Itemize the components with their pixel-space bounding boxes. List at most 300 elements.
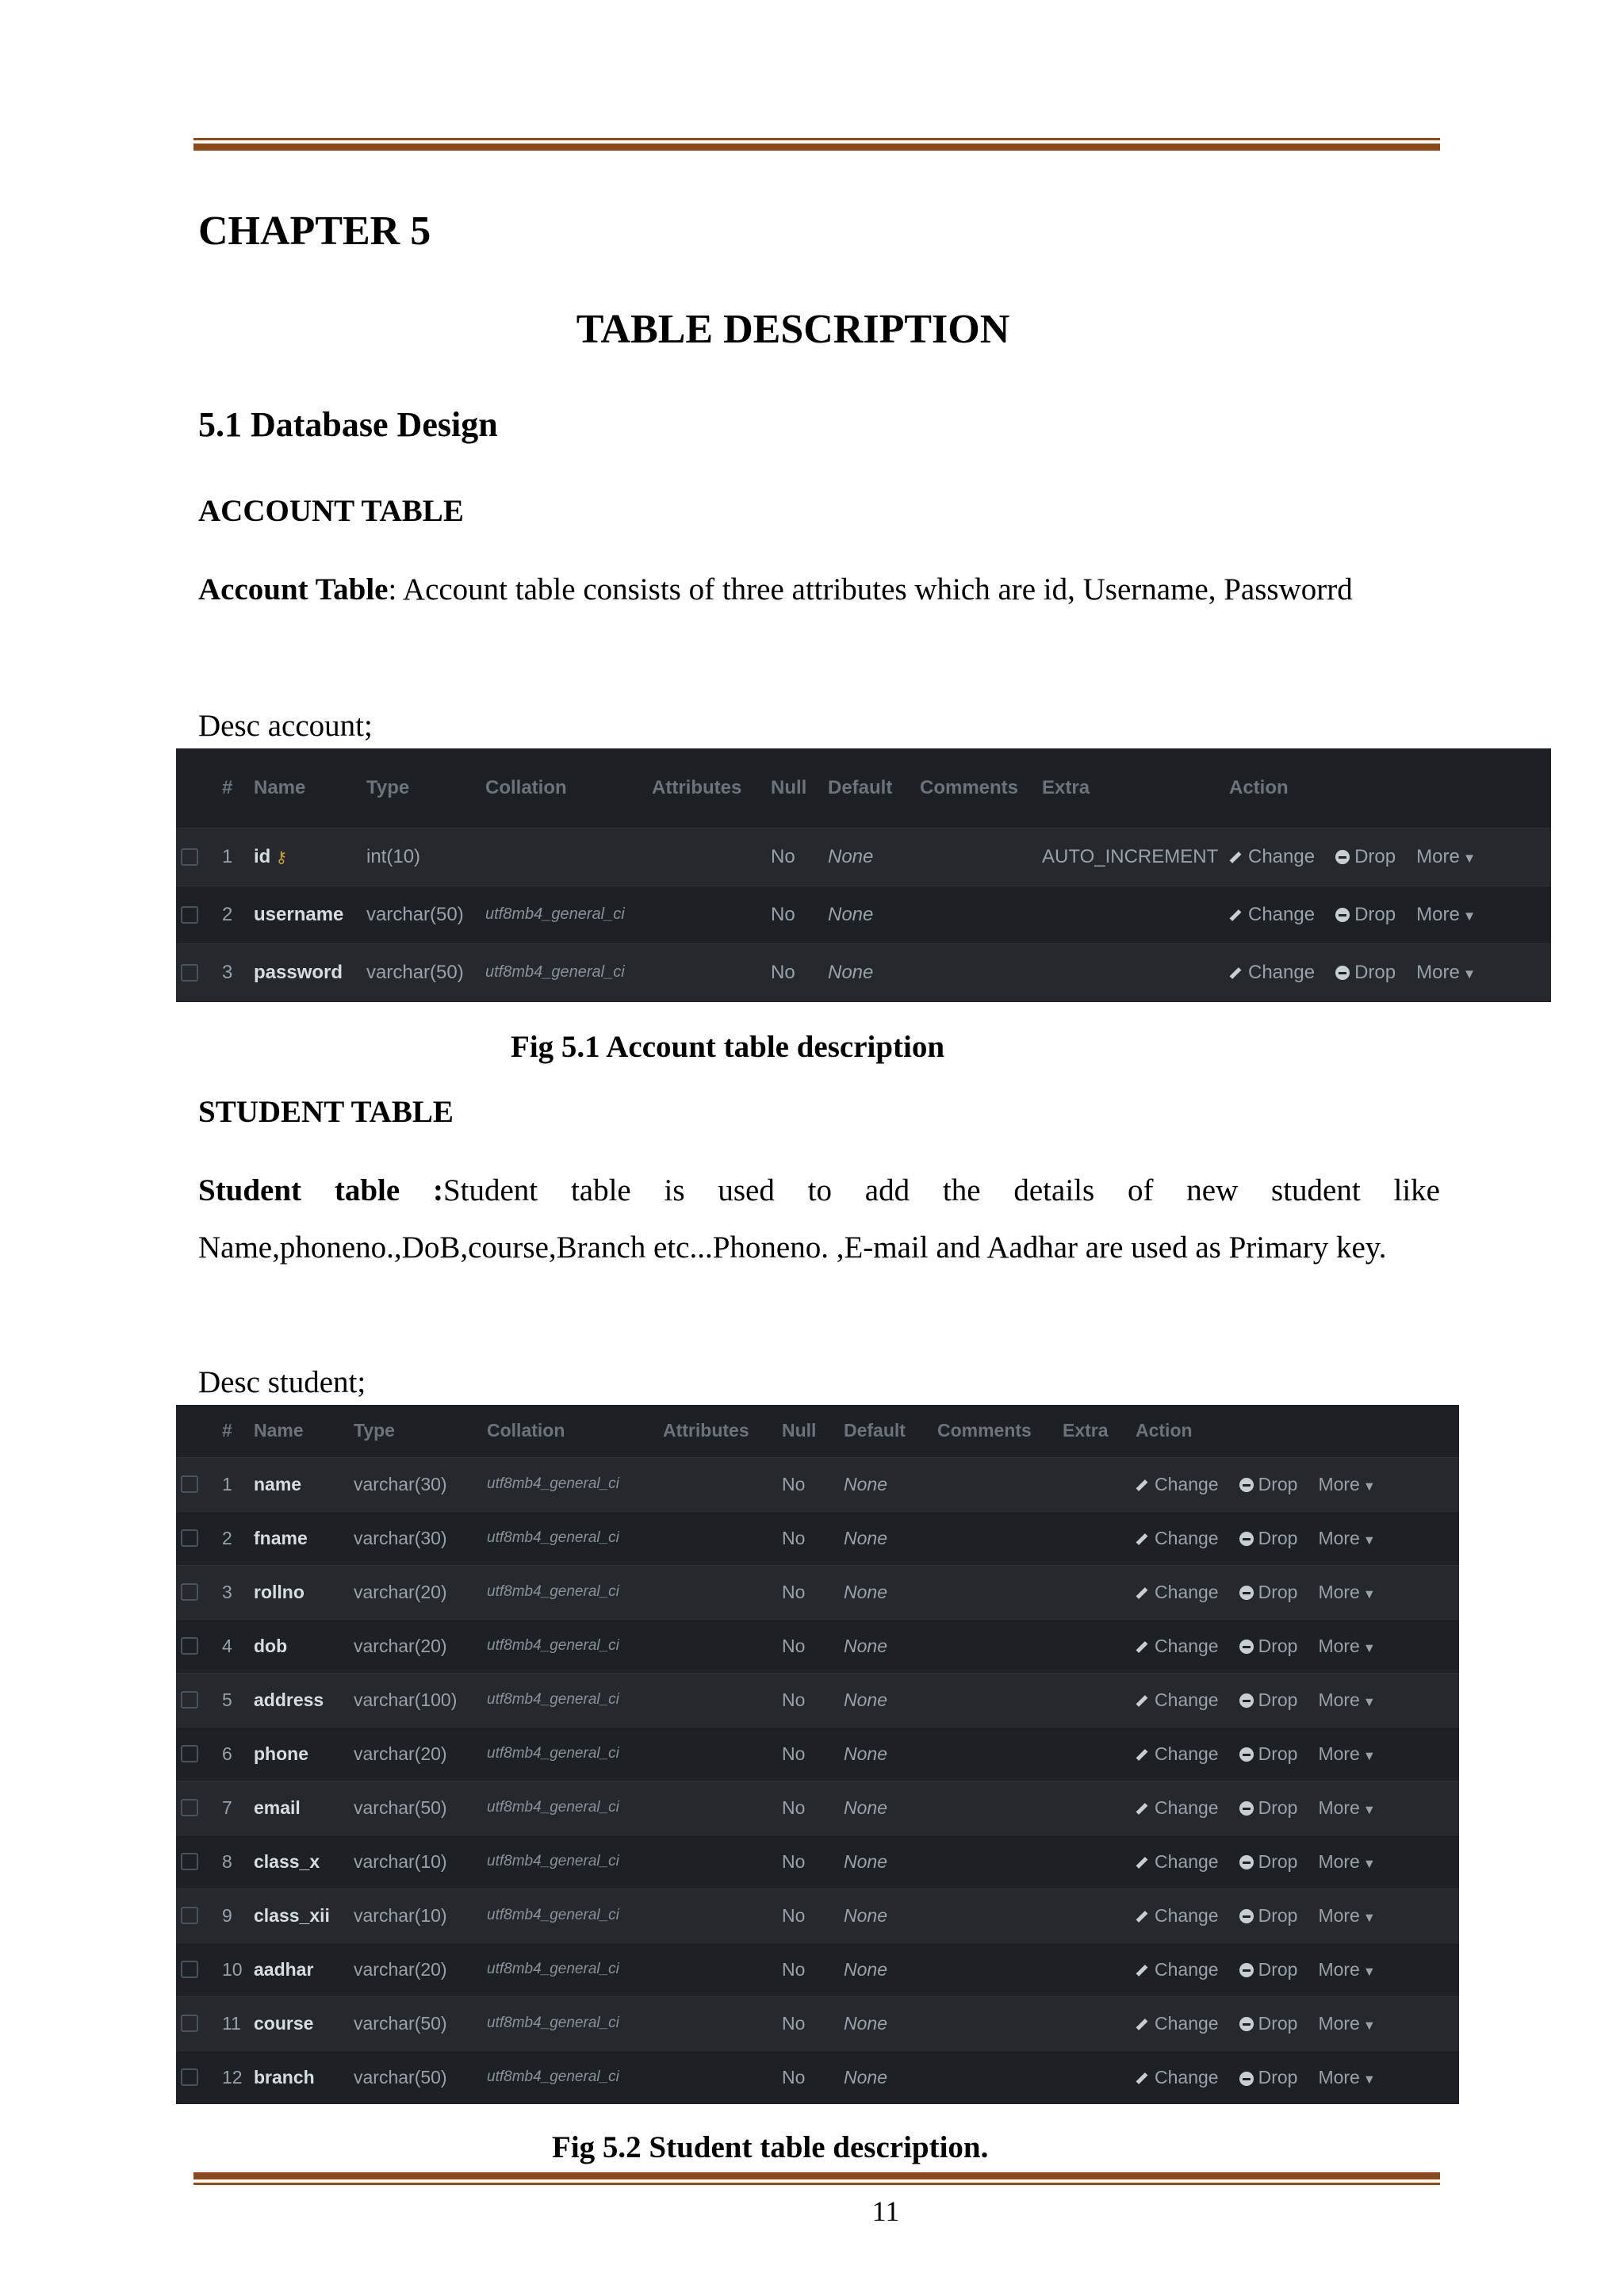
change-button[interactable]	[1136, 1905, 1219, 1926]
column-number	[217, 1835, 249, 1888]
more-label: More	[1318, 1743, 1360, 1764]
column-collation-value: utf8mb4_general_ci	[487, 1745, 619, 1762]
column-default-value: None	[844, 1958, 887, 1980]
header-cell-number: #	[222, 1420, 232, 1441]
more-label: More	[1318, 2012, 1360, 2034]
row-checkbox[interactable]	[181, 848, 198, 866]
row-select-cell[interactable]	[176, 1942, 217, 1996]
column-default	[839, 1888, 933, 1942]
account-structure-table	[176, 748, 1551, 1002]
row-actions	[1131, 1511, 1459, 1565]
column-name	[249, 1727, 349, 1781]
drop-button[interactable]	[1239, 1582, 1298, 1602]
row-select-cell[interactable]	[176, 1511, 217, 1565]
column-extra	[1058, 1727, 1131, 1781]
drop-label: Drop	[1258, 2012, 1298, 2034]
column-null	[766, 828, 823, 886]
more-button[interactable]	[1318, 2013, 1375, 2034]
column-extra	[1058, 1457, 1131, 1511]
drop-icon	[1239, 1855, 1254, 1869]
column-attributes	[658, 1727, 777, 1781]
row-select-cell[interactable]	[176, 943, 217, 1001]
column-collation-value: utf8mb4_general_ci	[487, 1583, 619, 1600]
student-paragraph-term: Student table :	[198, 1173, 443, 1207]
drop-button[interactable]	[1239, 1851, 1298, 1872]
more-button[interactable]	[1318, 1743, 1375, 1764]
row-select-cell[interactable]	[176, 1727, 217, 1781]
table-row	[176, 1888, 1459, 1942]
change-button[interactable]	[1136, 2067, 1219, 2087]
column-null-value: No	[782, 1689, 806, 1710]
column-name-value: aadhar	[254, 1958, 314, 1980]
header-cell-default: Default	[844, 1420, 906, 1441]
row-checkbox[interactable]	[181, 1853, 198, 1870]
column-collation	[482, 1996, 658, 2050]
column-name	[249, 1619, 349, 1673]
column-number-value: 10	[222, 1958, 243, 1980]
change-button[interactable]	[1229, 904, 1315, 925]
column-type	[349, 1457, 482, 1511]
column-name-value: id	[254, 845, 271, 867]
column-default	[839, 1835, 933, 1888]
column-number-value: 7	[222, 1797, 232, 1818]
row-actions	[1131, 1619, 1459, 1673]
column-name	[249, 886, 362, 943]
column-number-value: 1	[222, 845, 233, 867]
more-label: More	[1416, 845, 1460, 867]
drop-label: Drop	[1258, 1850, 1298, 1872]
drop-button[interactable]	[1239, 2067, 1298, 2087]
row-checkbox[interactable]	[181, 1961, 198, 1978]
column-attributes	[658, 1835, 777, 1888]
pencil-icon	[1136, 2019, 1148, 2030]
column-null	[777, 1565, 839, 1619]
column-type	[349, 1888, 482, 1942]
header-cell-extra: Extra	[1063, 1420, 1109, 1441]
student-subheading: STUDENT TABLE	[198, 1095, 454, 1129]
column-number-value: 2	[222, 1527, 232, 1548]
column-default-value: None	[844, 1797, 887, 1818]
column-extra	[1058, 1511, 1131, 1565]
more-button[interactable]	[1318, 1636, 1375, 1656]
change-button[interactable]	[1136, 1851, 1219, 1872]
header-cell-number: #	[222, 776, 233, 798]
header-rule	[193, 138, 1440, 151]
chevron-down-icon: ▼	[1362, 1964, 1376, 1979]
chevron-down-icon: ▼	[1462, 908, 1477, 924]
header-cell-attributes: Attributes	[652, 776, 742, 798]
drop-icon	[1239, 1963, 1254, 1977]
chevron-down-icon: ▼	[1362, 1856, 1376, 1871]
change-button[interactable]	[1136, 1582, 1219, 1602]
row-checkbox[interactable]	[181, 1799, 198, 1816]
row-select-cell[interactable]	[176, 1619, 217, 1673]
row-actions	[1131, 1942, 1459, 1996]
change-label: Change	[1155, 1743, 1219, 1764]
column-collation	[482, 1619, 658, 1673]
row-actions	[1131, 1457, 1459, 1511]
column-null-value: No	[782, 1904, 806, 1926]
pencil-icon	[1136, 1803, 1148, 1815]
drop-button[interactable]	[1239, 1689, 1298, 1710]
column-null	[766, 886, 823, 943]
column-collation	[482, 2050, 658, 2104]
student-structure-table	[176, 1405, 1459, 2104]
column-number-value: 2	[222, 903, 233, 925]
column-number	[217, 1673, 249, 1727]
table-row	[176, 1673, 1459, 1727]
drop-icon	[1239, 2072, 1254, 2086]
column-number	[217, 1727, 249, 1781]
change-button[interactable]	[1229, 846, 1315, 867]
drop-label: Drop	[1258, 2066, 1298, 2087]
column-attributes	[658, 1511, 777, 1565]
more-button[interactable]	[1318, 1689, 1375, 1710]
column-null	[777, 1888, 839, 1942]
drop-icon	[1335, 850, 1350, 864]
column-null	[777, 1835, 839, 1888]
column-name-value: branch	[254, 2066, 315, 2087]
column-default	[823, 828, 915, 886]
column-null-value: No	[782, 2066, 806, 2087]
header-cell-type: Type	[354, 1420, 395, 1441]
column-name	[249, 1457, 349, 1511]
table-row	[176, 1835, 1459, 1888]
more-label: More	[1318, 1473, 1360, 1494]
header-cell-collation: Collation	[487, 1420, 565, 1441]
drop-button[interactable]	[1239, 1905, 1298, 1926]
column-collation-value: utf8mb4_general_ci	[487, 1691, 619, 1708]
column-type-value: varchar(30)	[354, 1527, 447, 1548]
drop-icon	[1239, 1747, 1254, 1762]
change-button[interactable]	[1136, 1689, 1219, 1710]
column-collation-value: utf8mb4_general_ci	[487, 1961, 619, 1977]
change-button[interactable]	[1136, 1474, 1219, 1494]
column-default-value: None	[844, 2012, 887, 2034]
section-title: 5.1 Database Design	[198, 405, 498, 444]
change-label: Change	[1248, 961, 1316, 983]
column-collation	[482, 1673, 658, 1727]
drop-icon	[1239, 1801, 1254, 1816]
column-comments	[933, 1673, 1058, 1727]
column-attributes	[658, 1619, 777, 1673]
column-number	[217, 1781, 249, 1835]
chevron-down-icon: ▼	[1362, 1586, 1376, 1601]
column-default-value: None	[844, 2066, 887, 2087]
column-type-value: varchar(100)	[354, 1689, 458, 1710]
chevron-down-icon: ▼	[1362, 1533, 1376, 1548]
change-label: Change	[1155, 1527, 1219, 1548]
column-number	[217, 1457, 249, 1511]
drop-button[interactable]	[1239, 1959, 1298, 1980]
chevron-down-icon: ▼	[1362, 1802, 1376, 1817]
column-type	[349, 2050, 482, 2104]
column-collation-value: utf8mb4_general_ci	[485, 963, 625, 982]
column-null	[777, 1781, 839, 1835]
drop-button[interactable]	[1239, 1474, 1298, 1494]
column-null	[777, 1942, 839, 1996]
column-type	[362, 886, 481, 943]
column-name-value: username	[254, 903, 344, 925]
column-extra	[1037, 886, 1224, 943]
header-cell-name: Name	[254, 1420, 304, 1441]
column-comments	[933, 1996, 1058, 2050]
column-collation-value: utf8mb4_general_ci	[487, 1475, 619, 1492]
change-button[interactable]	[1136, 1528, 1219, 1548]
row-select-cell[interactable]	[176, 828, 217, 886]
table-row	[176, 1727, 1459, 1781]
row-actions	[1131, 1673, 1459, 1727]
drop-button[interactable]	[1335, 904, 1396, 925]
row-select-cell[interactable]	[176, 1781, 217, 1835]
header-cell-null: Null	[782, 1420, 817, 1441]
drop-label: Drop	[1258, 1527, 1298, 1548]
table-row	[176, 943, 1551, 1001]
more-button[interactable]	[1318, 1851, 1375, 1872]
header-cell-default: Default	[828, 776, 893, 798]
table-row	[176, 1781, 1459, 1835]
column-name-value: class_xii	[254, 1904, 330, 1926]
student-figure-caption: Fig 5.2 Student table description.	[552, 2130, 989, 2164]
drop-label: Drop	[1258, 1635, 1298, 1656]
page-heading: TABLE DESCRIPTION	[576, 307, 1010, 352]
column-default	[839, 1511, 933, 1565]
column-type-value: int(10)	[366, 845, 421, 867]
header-cell-select	[176, 1405, 217, 1457]
column-type	[349, 1996, 482, 2050]
more-button[interactable]	[1318, 2067, 1375, 2087]
column-extra	[1058, 1781, 1131, 1835]
row-checkbox[interactable]	[181, 906, 198, 924]
column-null-value: No	[782, 1743, 806, 1764]
column-attributes	[658, 1781, 777, 1835]
primary-key-icon: ⚷	[275, 848, 288, 867]
row-checkbox[interactable]	[181, 964, 198, 982]
column-null	[766, 943, 823, 1001]
row-select-cell[interactable]	[176, 1565, 217, 1619]
change-button[interactable]	[1136, 1797, 1219, 1818]
column-type-value: varchar(20)	[354, 1958, 447, 1980]
table-row	[176, 1457, 1459, 1511]
column-attributes	[647, 828, 766, 886]
drop-button[interactable]	[1239, 1797, 1298, 1818]
row-checkbox[interactable]	[181, 1529, 198, 1547]
column-null	[777, 1727, 839, 1781]
row-checkbox[interactable]	[181, 2068, 198, 2086]
change-button[interactable]	[1136, 2013, 1219, 2034]
column-null	[777, 1511, 839, 1565]
column-comments	[933, 1619, 1058, 1673]
column-number	[217, 1619, 249, 1673]
row-actions	[1224, 828, 1551, 886]
row-select-cell[interactable]	[176, 1835, 217, 1888]
column-collation	[482, 1727, 658, 1781]
row-checkbox[interactable]	[181, 2015, 198, 2032]
chapter-title: CHAPTER 5	[198, 209, 431, 254]
change-button[interactable]	[1136, 1636, 1219, 1656]
column-name-value: dob	[254, 1635, 288, 1656]
header-cell-type: Type	[366, 776, 410, 798]
column-name-value: phone	[254, 1743, 308, 1764]
column-name-value: address	[254, 1689, 324, 1710]
row-actions	[1131, 1565, 1459, 1619]
column-number	[217, 1511, 249, 1565]
row-checkbox[interactable]	[181, 1745, 198, 1762]
pencil-icon	[1136, 2072, 1148, 2084]
change-label: Change	[1155, 1689, 1219, 1710]
header-cell-action: Action	[1229, 776, 1289, 798]
column-default	[839, 1673, 933, 1727]
drop-button[interactable]	[1239, 1743, 1298, 1764]
column-name-value: fname	[254, 1527, 308, 1548]
change-button[interactable]	[1229, 962, 1315, 983]
more-button[interactable]	[1318, 1905, 1375, 1926]
column-comments	[915, 943, 1037, 1001]
column-type	[349, 1727, 482, 1781]
drop-icon	[1335, 908, 1350, 922]
pencil-icon	[1136, 1965, 1148, 1976]
drop-button[interactable]	[1239, 2013, 1298, 2034]
column-number	[217, 1888, 249, 1942]
change-button[interactable]	[1136, 1743, 1219, 1764]
pencil-icon	[1136, 1479, 1148, 1491]
column-default-value: None	[844, 1473, 887, 1494]
column-default-value: None	[844, 1635, 887, 1656]
column-attributes	[647, 943, 766, 1001]
column-comments	[933, 1565, 1058, 1619]
column-default-value: None	[828, 961, 874, 983]
drop-label: Drop	[1258, 1689, 1298, 1710]
column-collation	[482, 1781, 658, 1835]
row-checkbox[interactable]	[181, 1637, 198, 1655]
column-name-value: name	[254, 1473, 302, 1494]
drop-button[interactable]	[1239, 1528, 1298, 1548]
more-button[interactable]	[1416, 962, 1476, 983]
column-type	[349, 1673, 482, 1727]
column-null-value: No	[782, 1635, 806, 1656]
more-button[interactable]	[1318, 1582, 1375, 1602]
column-null-value: No	[771, 903, 795, 925]
column-collation-value: utf8mb4_general_ci	[487, 1637, 619, 1654]
drop-label: Drop	[1258, 1904, 1298, 1926]
more-label: More	[1318, 1635, 1360, 1656]
column-collation-value: utf8mb4_general_ci	[487, 1799, 619, 1816]
more-label: More	[1318, 1527, 1360, 1548]
row-checkbox[interactable]	[181, 1907, 198, 1924]
column-collation-value: utf8mb4_general_ci	[487, 1853, 619, 1869]
table-row	[176, 886, 1551, 943]
table-row	[176, 1565, 1459, 1619]
column-type-value: varchar(20)	[354, 1581, 447, 1602]
column-attributes	[658, 2050, 777, 2104]
pencil-icon	[1136, 1587, 1148, 1599]
column-attributes	[658, 1942, 777, 1996]
column-collation	[481, 886, 647, 943]
pencil-icon	[1136, 1641, 1148, 1653]
column-number-value: 5	[222, 1689, 232, 1710]
column-default	[839, 1996, 933, 2050]
more-button[interactable]	[1318, 1959, 1375, 1980]
drop-button[interactable]	[1335, 962, 1396, 983]
column-extra	[1058, 1942, 1131, 1996]
column-extra-value: AUTO_INCREMENT	[1042, 845, 1219, 867]
more-button[interactable]	[1416, 846, 1476, 867]
column-name-value: class_x	[254, 1850, 320, 1872]
column-collation	[481, 828, 647, 886]
more-button[interactable]	[1318, 1474, 1375, 1494]
column-collation	[482, 1942, 658, 1996]
column-extra	[1037, 943, 1224, 1001]
chevron-down-icon: ▼	[1362, 1640, 1376, 1655]
column-number-value: 6	[222, 1743, 232, 1764]
more-button[interactable]	[1416, 904, 1476, 925]
drop-icon	[1335, 966, 1350, 980]
column-name	[249, 1565, 349, 1619]
chevron-down-icon: ▼	[1362, 2072, 1376, 2087]
row-actions	[1131, 1996, 1459, 2050]
footer-rule	[193, 2172, 1440, 2185]
more-button[interactable]	[1318, 1528, 1375, 1548]
column-name	[249, 1996, 349, 2050]
column-attributes	[658, 1457, 777, 1511]
column-type	[349, 1835, 482, 1888]
page-number: 11	[871, 2195, 900, 2227]
more-button[interactable]	[1318, 1797, 1375, 1818]
pencil-icon	[1230, 909, 1242, 921]
header-cell-attributes: Attributes	[663, 1420, 749, 1441]
row-select-cell[interactable]	[176, 1996, 217, 2050]
drop-button[interactable]	[1335, 846, 1396, 867]
row-select-cell[interactable]	[176, 1673, 217, 1727]
change-label: Change	[1155, 1850, 1219, 1872]
column-collation	[481, 943, 647, 1001]
row-select-cell[interactable]	[176, 886, 217, 943]
drop-button[interactable]	[1239, 1636, 1298, 1656]
change-button[interactable]	[1136, 1959, 1219, 1980]
column-type-value: varchar(20)	[354, 1743, 447, 1764]
row-checkbox[interactable]	[181, 1691, 198, 1709]
header-cell-comments: Comments	[920, 776, 1019, 798]
column-comments	[933, 1888, 1058, 1942]
row-select-cell[interactable]	[176, 2050, 217, 2104]
column-null-value: No	[782, 1581, 806, 1602]
account-paragraph-term: Account Table	[198, 572, 389, 607]
chevron-down-icon: ▼	[1462, 966, 1477, 982]
drop-icon	[1239, 1640, 1254, 1654]
row-checkbox[interactable]	[181, 1583, 198, 1601]
column-type	[362, 828, 481, 886]
column-number	[217, 2050, 249, 2104]
column-number-value: 8	[222, 1850, 232, 1872]
header-cell-extra: Extra	[1042, 776, 1090, 798]
chevron-down-icon: ▼	[1362, 1748, 1376, 1763]
column-extra	[1058, 1888, 1131, 1942]
column-attributes	[658, 1673, 777, 1727]
column-type	[349, 1942, 482, 1996]
more-label: More	[1318, 1850, 1360, 1872]
row-checkbox[interactable]	[181, 1475, 198, 1493]
pencil-icon	[1230, 851, 1242, 863]
column-collation	[482, 1835, 658, 1888]
row-select-cell[interactable]	[176, 1888, 217, 1942]
more-label: More	[1416, 903, 1460, 925]
row-select-cell[interactable]	[176, 1457, 217, 1511]
column-null-value: No	[782, 2012, 806, 2034]
column-default-value: None	[844, 1850, 887, 1872]
change-label: Change	[1155, 1581, 1219, 1602]
column-attributes	[647, 886, 766, 943]
column-null-value: No	[782, 1527, 806, 1548]
